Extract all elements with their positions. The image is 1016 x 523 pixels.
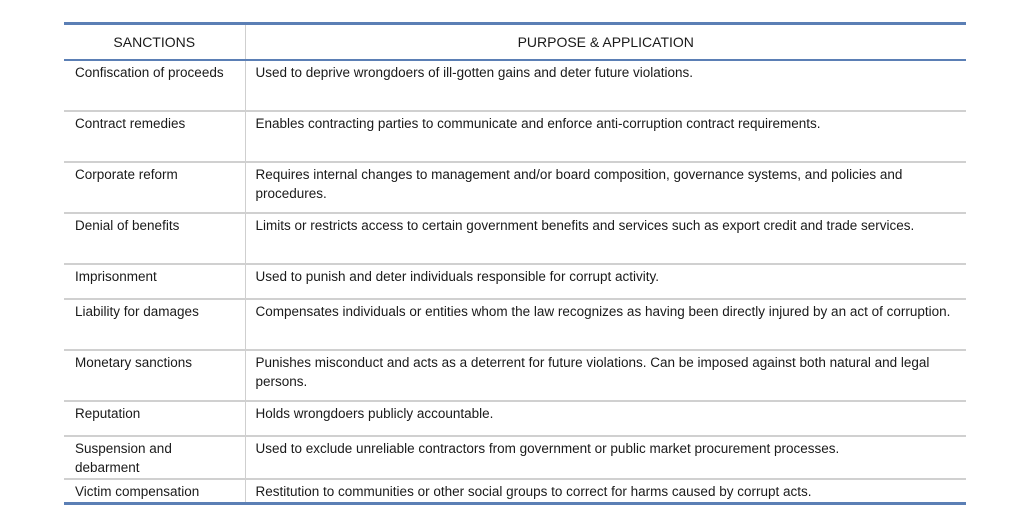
sanction-cell: Corporate reform: [64, 162, 245, 213]
purpose-cell: Compensates individuals or entities whom the law recognizes as having been directly injured by an act of corruption.: [245, 299, 966, 350]
table-row: [64, 479, 966, 503]
purpose-cell: Limits or restricts access to certain government benefits and services such as export credit and trade services.: [245, 213, 966, 264]
purpose-cell: Enables contracting parties to communicate and enforce anti-corruption contract requirements.: [245, 111, 966, 162]
table-row: [64, 213, 966, 264]
table-row: [64, 436, 966, 479]
table-row: [64, 299, 966, 350]
purpose-cell: Punishes misconduct and acts as a deterrent for future violations. Can be imposed against both natural and legal persons.: [245, 350, 966, 401]
sanction-cell: Liability for damages: [64, 299, 245, 350]
column-header-sanctions: SANCTIONS: [64, 24, 245, 61]
purpose-cell: Holds wrongdoers publicly accountable.: [245, 401, 966, 436]
table-row: [64, 401, 966, 436]
table-row: [64, 60, 966, 111]
sanction-cell: Victim compensation: [64, 479, 245, 503]
sanction-cell: Contract remedies: [64, 111, 245, 162]
header-row: [64, 24, 966, 61]
sanction-cell: Reputation: [64, 401, 245, 436]
sanctions-table: [64, 22, 966, 505]
purpose-cell: Used to exclude unreliable contractors from government or public market procurement processes.: [245, 436, 966, 479]
sanction-cell: Suspension and debarment: [64, 436, 245, 479]
table-row: [64, 350, 966, 401]
table-row: [64, 111, 966, 162]
sanction-cell: Monetary sanctions: [64, 350, 245, 401]
sanction-cell: Denial of benefits: [64, 213, 245, 264]
purpose-cell: Used to punish and deter individuals responsible for corrupt activity.: [245, 264, 966, 299]
table-row: [64, 264, 966, 299]
purpose-cell: Restitution to communities or other social groups to correct for harms caused by corrupt acts.: [255, 484, 812, 499]
column-header-purpose: PURPOSE & APPLICATION: [245, 24, 966, 61]
table-row: [64, 162, 966, 213]
sanction-cell: Confiscation of proceeds: [64, 60, 245, 111]
purpose-cell: Used to deprive wrongdoers of ill-gotten gains and deter future violations.: [245, 60, 966, 111]
purpose-cell: Requires internal changes to management and/or board composition, governance systems, and policies and procedures.: [245, 162, 966, 213]
sanction-cell: Imprisonment: [64, 264, 245, 299]
